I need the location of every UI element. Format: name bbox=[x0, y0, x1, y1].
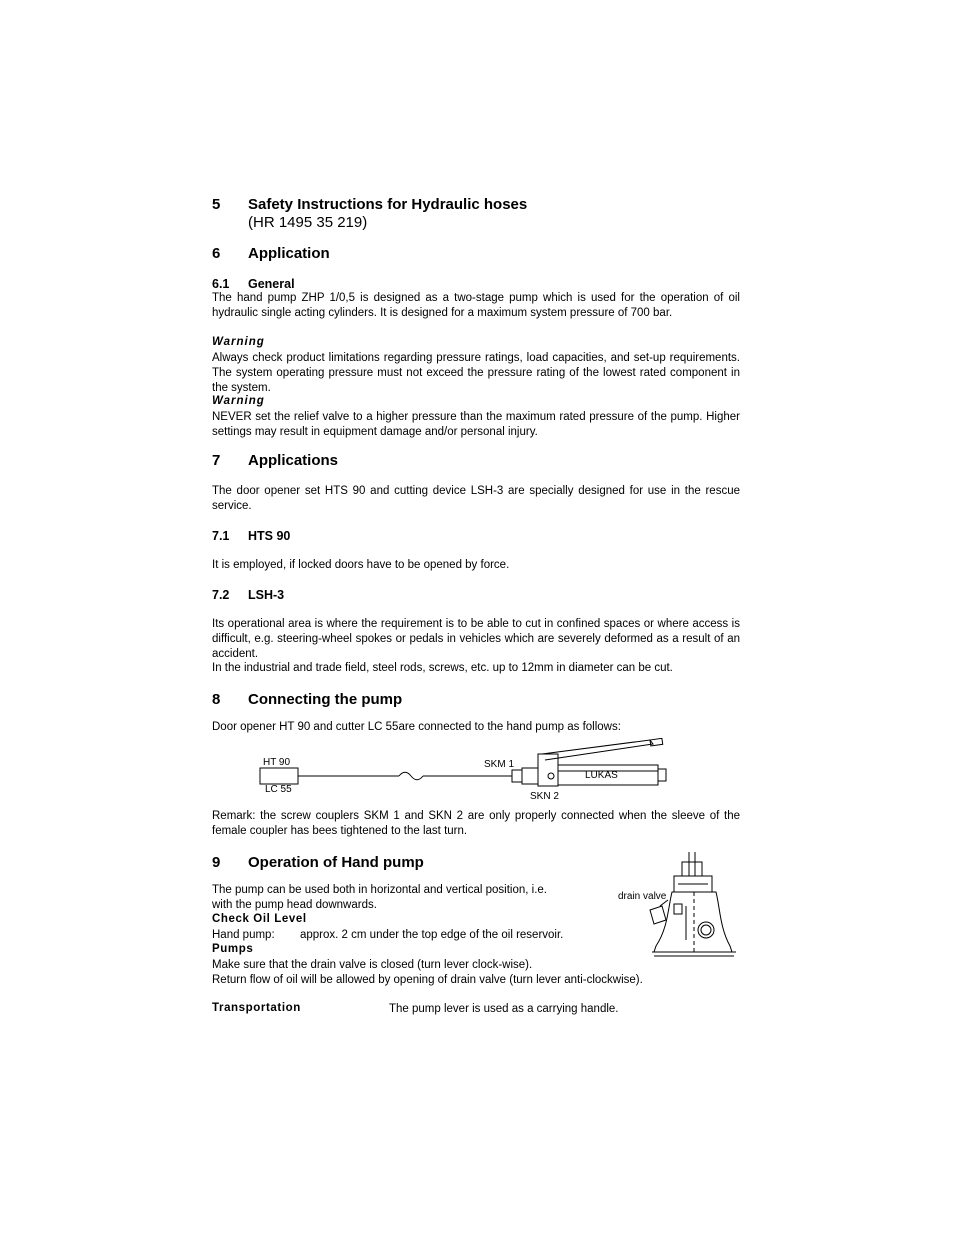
warning-label: Warning bbox=[212, 336, 265, 348]
label-skn2: SKN 2 bbox=[530, 791, 559, 802]
section-title: General bbox=[248, 277, 295, 291]
lsh3-paragraph-2: In the industrial and trade field, steel rods, screws, etc. up to 12mm in diameter can be cut. bbox=[212, 662, 673, 674]
warning-label: Warning bbox=[212, 395, 265, 407]
section-number: 7.1 bbox=[212, 529, 230, 543]
section-title: Applications bbox=[248, 452, 339, 469]
applications-paragraph: The door opener set HTS 90 and cutting device LSH-3 are specially designed for use in the rescue service. bbox=[212, 485, 740, 512]
pumps-text-1: Make sure that the drain valve is closed (turn lever clock-wise). bbox=[212, 959, 533, 971]
warning-paragraph: Always check product limitations regarding pressure ratings, load capacities, and set-up requirements. The system operating pressure must not exceed the pressure rating of the lowest rated component in the system. bbox=[212, 352, 740, 394]
connecting-paragraph: Door opener HT 90 and cutter LC 55are connected to the hand pump as follows: bbox=[212, 721, 621, 733]
section-title: Operation of Hand pump bbox=[248, 854, 424, 871]
lsh3-paragraph: Its operational area is where the requirement is to be able to cut in confined spaces or where access is difficult, e.g. steering-wheel spokes or pedals in vehicles which are severely deformed as a result of an accident. bbox=[212, 618, 740, 660]
section-title: LSH-3 bbox=[248, 588, 285, 602]
section-6-heading bbox=[212, 245, 612, 263]
remark-paragraph: Remark: the screw couplers SKM 1 and SKN 2 are only properly connected when the sleeve of the female coupler has bees tightened to the last turn. bbox=[212, 810, 740, 837]
label-drain-valve: drain valve bbox=[618, 891, 667, 902]
section-7-1-heading bbox=[212, 529, 512, 545]
hand-pump-text: approx. 2 cm under the top edge of the oil reservoir. bbox=[300, 929, 564, 941]
coupler-skm1 bbox=[512, 770, 522, 782]
section-5-heading bbox=[212, 196, 612, 214]
coupler-skn2 bbox=[522, 768, 538, 784]
hts90-paragraph: It is employed, if locked doors have to be opened by force. bbox=[212, 559, 510, 571]
section-title: Connecting the pump bbox=[248, 691, 403, 708]
section-number: 7 bbox=[212, 452, 221, 469]
section-7-2-heading bbox=[212, 588, 512, 604]
operation-line-2: with the pump head downwards. bbox=[212, 899, 377, 911]
hand-pump-label: Hand pump: bbox=[212, 929, 275, 941]
section-5-subtitle: (HR 1495 35 219) bbox=[248, 214, 368, 231]
tool-box bbox=[260, 768, 298, 784]
section-title: Safety Instructions for Hydraulic hoses bbox=[248, 196, 528, 213]
label-skm1: SKM 1 bbox=[484, 759, 515, 770]
label-lukas: LUKAS bbox=[585, 770, 618, 781]
label-ht90: HT 90 bbox=[263, 757, 291, 768]
section-title: HTS 90 bbox=[248, 529, 291, 543]
section-9-heading bbox=[212, 854, 612, 872]
section-title: Application bbox=[248, 245, 330, 262]
section-number: 7.2 bbox=[212, 588, 230, 602]
warning-paragraph: NEVER set the relief valve to a higher pressure than the maximum rated pressure of the pump. Higher settings may result in equipment damage and/or personal injury. bbox=[212, 411, 740, 438]
section-number: 5 bbox=[212, 196, 221, 213]
section-number: 9 bbox=[212, 854, 221, 871]
pump-drain-valve-figure bbox=[612, 848, 742, 960]
section-number: 8 bbox=[212, 691, 221, 708]
general-intro-paragraph: The hand pump ZHP 1/0,5 is designed as a two-stage pump which is used for the operation of oil hydraulic single acting cylinders. It is designed for a maximum system pressure of 700 bar. bbox=[212, 292, 740, 319]
section-8-heading bbox=[212, 691, 612, 709]
label-lc55: LC 55 bbox=[265, 784, 292, 795]
operation-line-1: The pump can be used both in horizontal and vertical position, i.e. bbox=[212, 884, 547, 896]
pumps-label: Pumps bbox=[212, 943, 254, 955]
section-7-heading bbox=[212, 452, 612, 470]
section-number: 6 bbox=[212, 245, 221, 262]
transportation-text: The pump lever is used as a carrying handle. bbox=[389, 1003, 619, 1015]
pumps-text-2: Return flow of oil will be allowed by opening of drain valve (turn lever anti-clockwise). bbox=[212, 974, 643, 986]
transportation-label: Transportation bbox=[212, 1002, 301, 1014]
check-oil-level-label: Check Oil Level bbox=[212, 913, 307, 925]
pump-connection-diagram bbox=[255, 738, 675, 804]
section-number: 6.1 bbox=[212, 277, 230, 291]
